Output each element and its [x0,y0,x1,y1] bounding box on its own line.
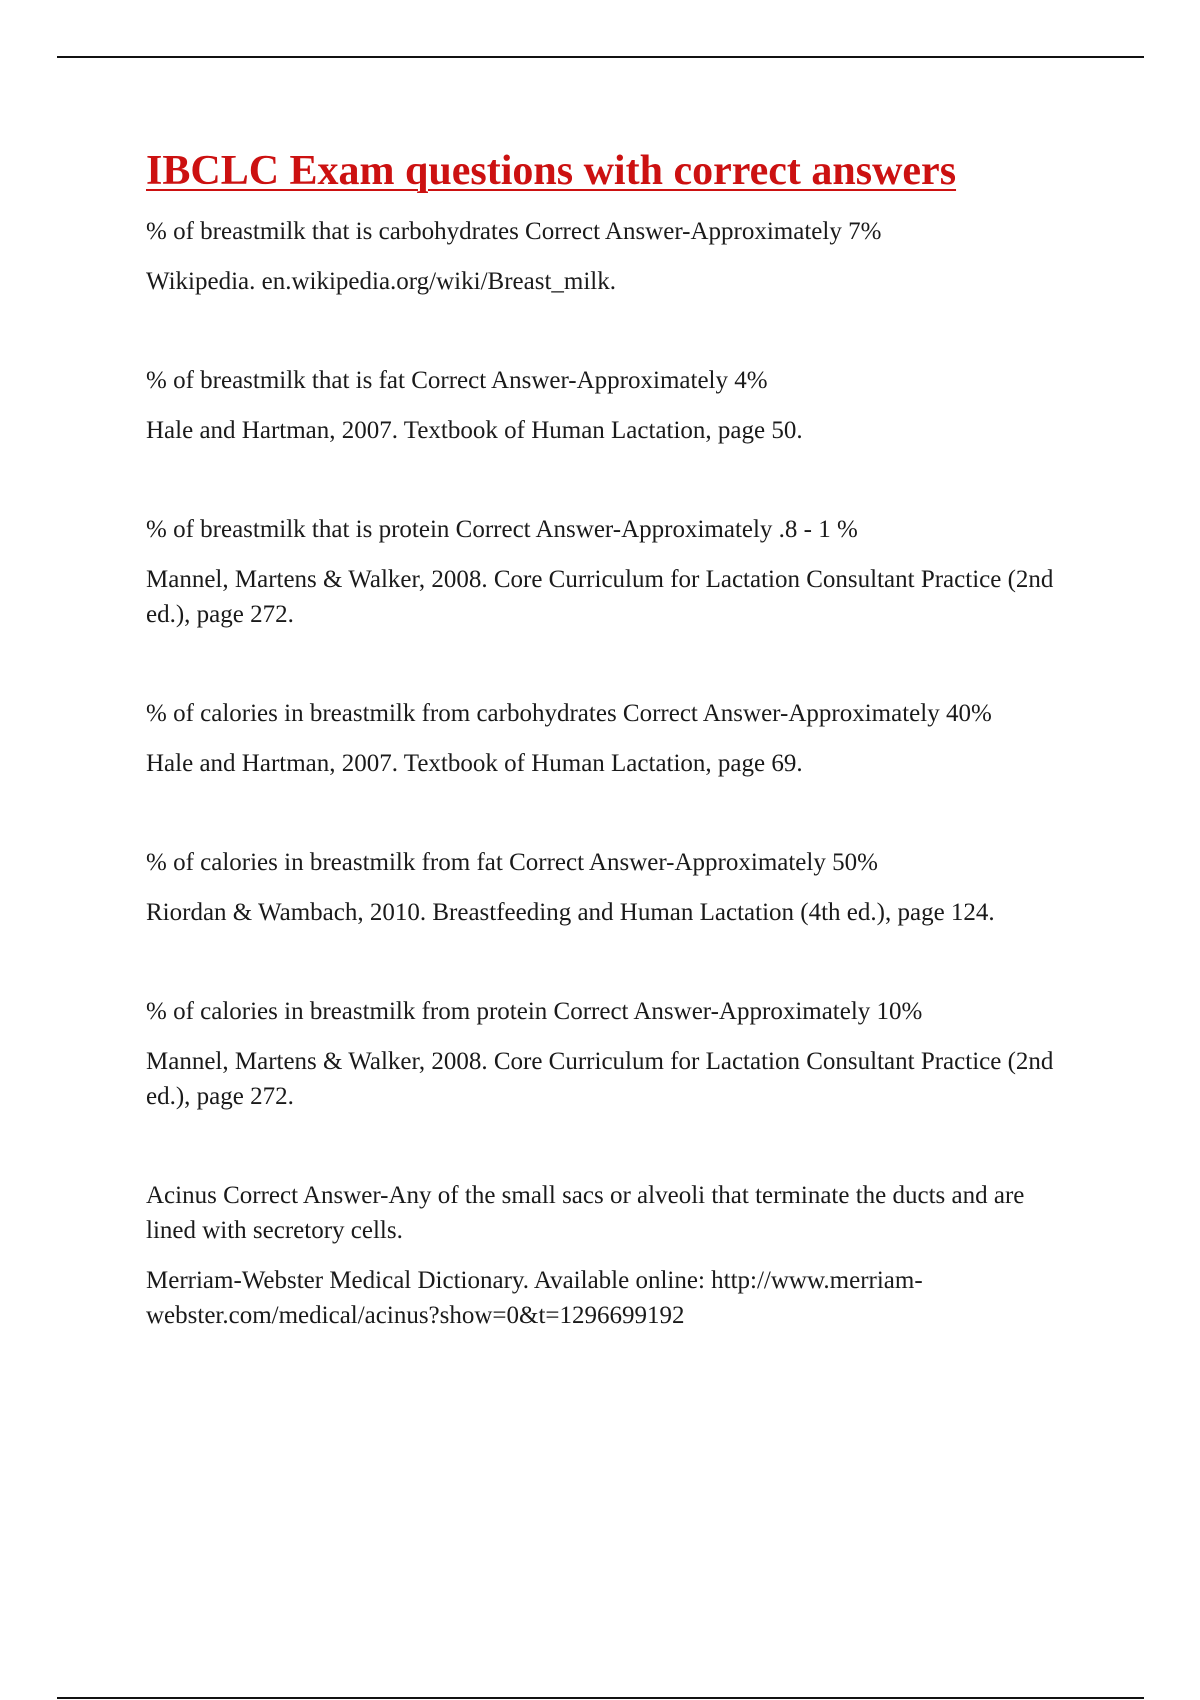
question-answer: Acinus Correct Answer-Any of the small sacs or alveoli that terminate the ducts and are lined with secretory cells. [146,1182,1025,1244]
document-body [146,142,1066,1397]
qa-entry [146,363,1066,448]
qa-entry [146,1178,1066,1333]
qa-entry [146,845,1066,930]
bottom-rule [57,1697,1144,1699]
qa-entry [146,512,1066,632]
question-answer: % of breastmilk that is fat Correct Answer-Approximately 4% [146,367,768,394]
reference: Merriam-Webster Medical Dictionary. Available online: http://www.merriam-webster.com/medical/acinus?show=0&t=1296699192 [146,1267,923,1329]
reference: Hale and Hartman, 2007. Textbook of Human Lactation, page 69. [146,750,803,777]
question-answer: % of calories in breastmilk from fat Correct Answer-Approximately 50% [146,849,878,876]
question-answer: % of breastmilk that is carbohydrates Correct Answer-Approximately 7% [146,218,882,245]
reference: Mannel, Martens & Walker, 2008. Core Curriculum for Lactation Consultant Practice (2nd ed.), page 272. [146,1048,1054,1110]
reference: Mannel, Martens & Walker, 2008. Core Curriculum for Lactation Consultant Practice (2nd ed.), page 272. [146,566,1054,628]
reference: Riordan & Wambach, 2010. Breastfeeding and Human Lactation (4th ed.), page 124. [146,899,995,926]
question-answer: % of calories in breastmilk from protein Correct Answer-Approximately 10% [146,998,923,1025]
qa-entry [146,696,1066,781]
top-rule [57,56,1144,58]
qa-entry [146,994,1066,1114]
document-title: IBCLC Exam questions with correct answers [146,148,957,194]
question-answer: % of calories in breastmilk from carbohydrates Correct Answer-Approximately 40% [146,700,992,727]
question-answer: % of breastmilk that is protein Correct Answer-Approximately .8 - 1 % [146,516,858,543]
qa-entry [146,214,1066,299]
reference: Wikipedia. en.wikipedia.org/wiki/Breast_milk. [146,268,616,295]
reference: Hale and Hartman, 2007. Textbook of Human Lactation, page 50. [146,417,803,444]
